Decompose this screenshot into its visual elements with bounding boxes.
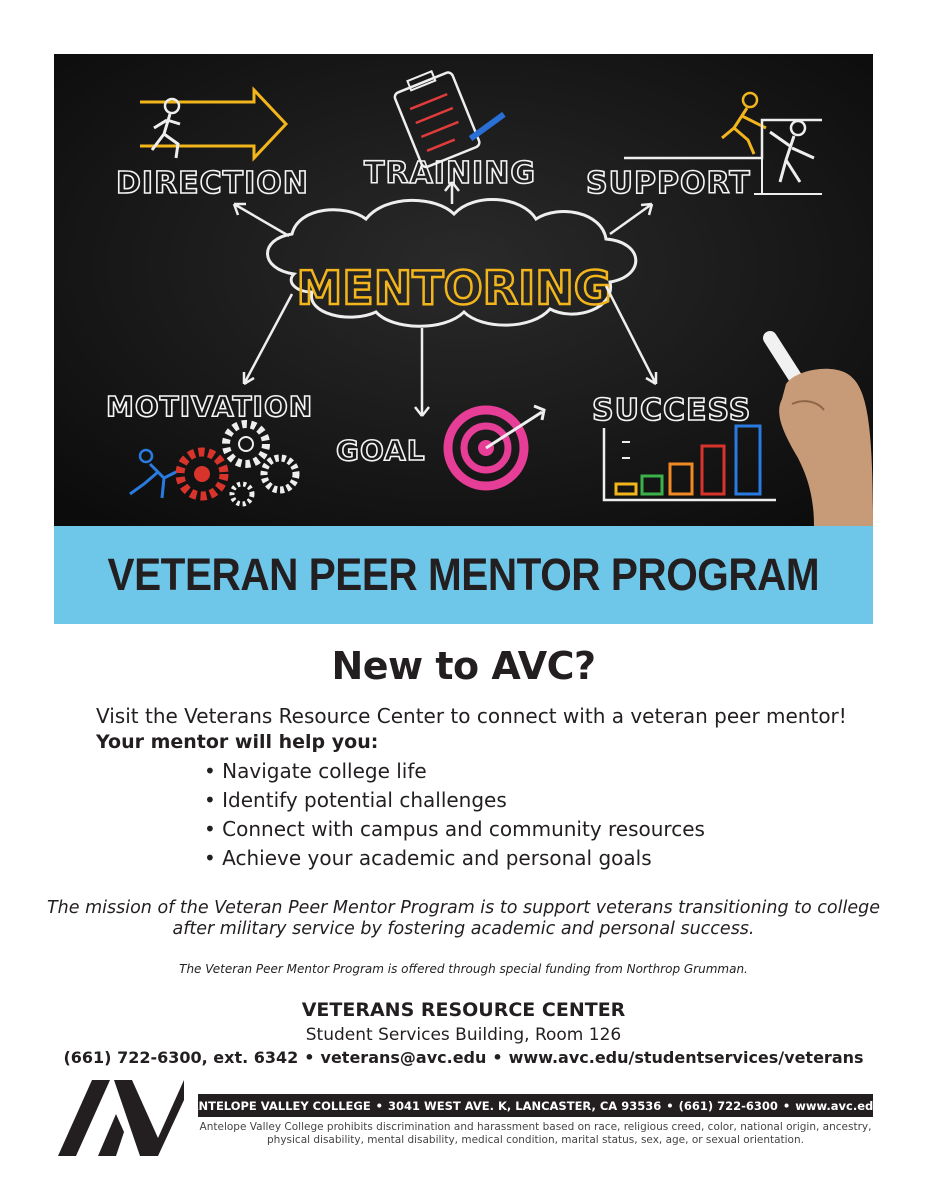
label-success: SUCCESS — [592, 393, 752, 428]
label-direction: DIRECTION — [116, 166, 309, 201]
college-info-bar: ANTELOPE VALLEY COLLEGE • 3041 WEST AVE. K, LANCASTER, CA 93536 • (661) 722-6300 • www.avc.edu — [198, 1094, 873, 1117]
headline: New to AVC? — [331, 644, 596, 688]
college-phone[interactable]: (661) 722-6300 — [678, 1098, 778, 1113]
label-goal: GOAL — [336, 434, 426, 467]
college-name: ANTELOPE VALLEY COLLEGE — [189, 1098, 371, 1113]
mission-statement: The mission of the Veteran Peer Mentor Program is to support veterans transitioning to college after military service by fostering academic and personal success. — [46, 898, 880, 939]
benefits-list — [204, 759, 705, 875]
label-support: SUPPORT — [586, 166, 751, 201]
list-item: • Identify potential challenges — [204, 788, 705, 817]
list-item: • Connect with campus and community resources — [204, 817, 705, 846]
college-website[interactable]: www.avc.edu — [795, 1098, 882, 1113]
mentoring-word: MENTORING — [296, 261, 612, 315]
list-item: • Navigate college life — [204, 759, 705, 788]
hero-chalkboard-image — [54, 54, 873, 526]
label-motivation: MOTIVATION — [106, 390, 314, 423]
mentoring-diagram — [54, 54, 873, 526]
college-address: 3041 WEST AVE. K, LANCASTER, CA 93536 — [388, 1098, 662, 1113]
list-item: • Achieve your academic and personal goals — [204, 846, 705, 875]
intro-text: Visit the Veterans Resource Center to connect with a veteran peer mentor! — [96, 704, 847, 728]
center-location: Student Services Building, Room 126 — [305, 1025, 622, 1045]
separator-dot: • — [304, 1048, 315, 1067]
separator-dot: • — [492, 1048, 503, 1067]
website-link[interactable]: www.avc.edu/studentservices/veterans — [508, 1048, 864, 1067]
phone-number[interactable]: (661) 722-6300, ext. 6342 — [63, 1048, 299, 1067]
avc-logo — [58, 1080, 184, 1156]
program-banner — [54, 526, 873, 624]
contact-line — [0, 1048, 927, 1067]
help-heading: Your mentor will help you: — [96, 731, 379, 753]
nondiscrimination-disclaimer: Antelope Valley College prohibits discrimination and harassment based on race, religious creed, color, national origin, ancestry, physical disability, mental disability, medical condition, marital status, sex, age, or sexual orientation. — [199, 1121, 872, 1146]
funding-note: The Veteran Peer Mentor Program is offered through special funding from Northrop Grumman. — [179, 962, 748, 976]
label-training: TRAINING — [364, 156, 536, 191]
email-link[interactable]: veterans@avc.edu — [320, 1048, 487, 1067]
center-name: VETERANS RESOURCE CENTER — [301, 999, 626, 1021]
program-title: VETERAN PEER MENTOR PROGRAM — [107, 549, 820, 600]
